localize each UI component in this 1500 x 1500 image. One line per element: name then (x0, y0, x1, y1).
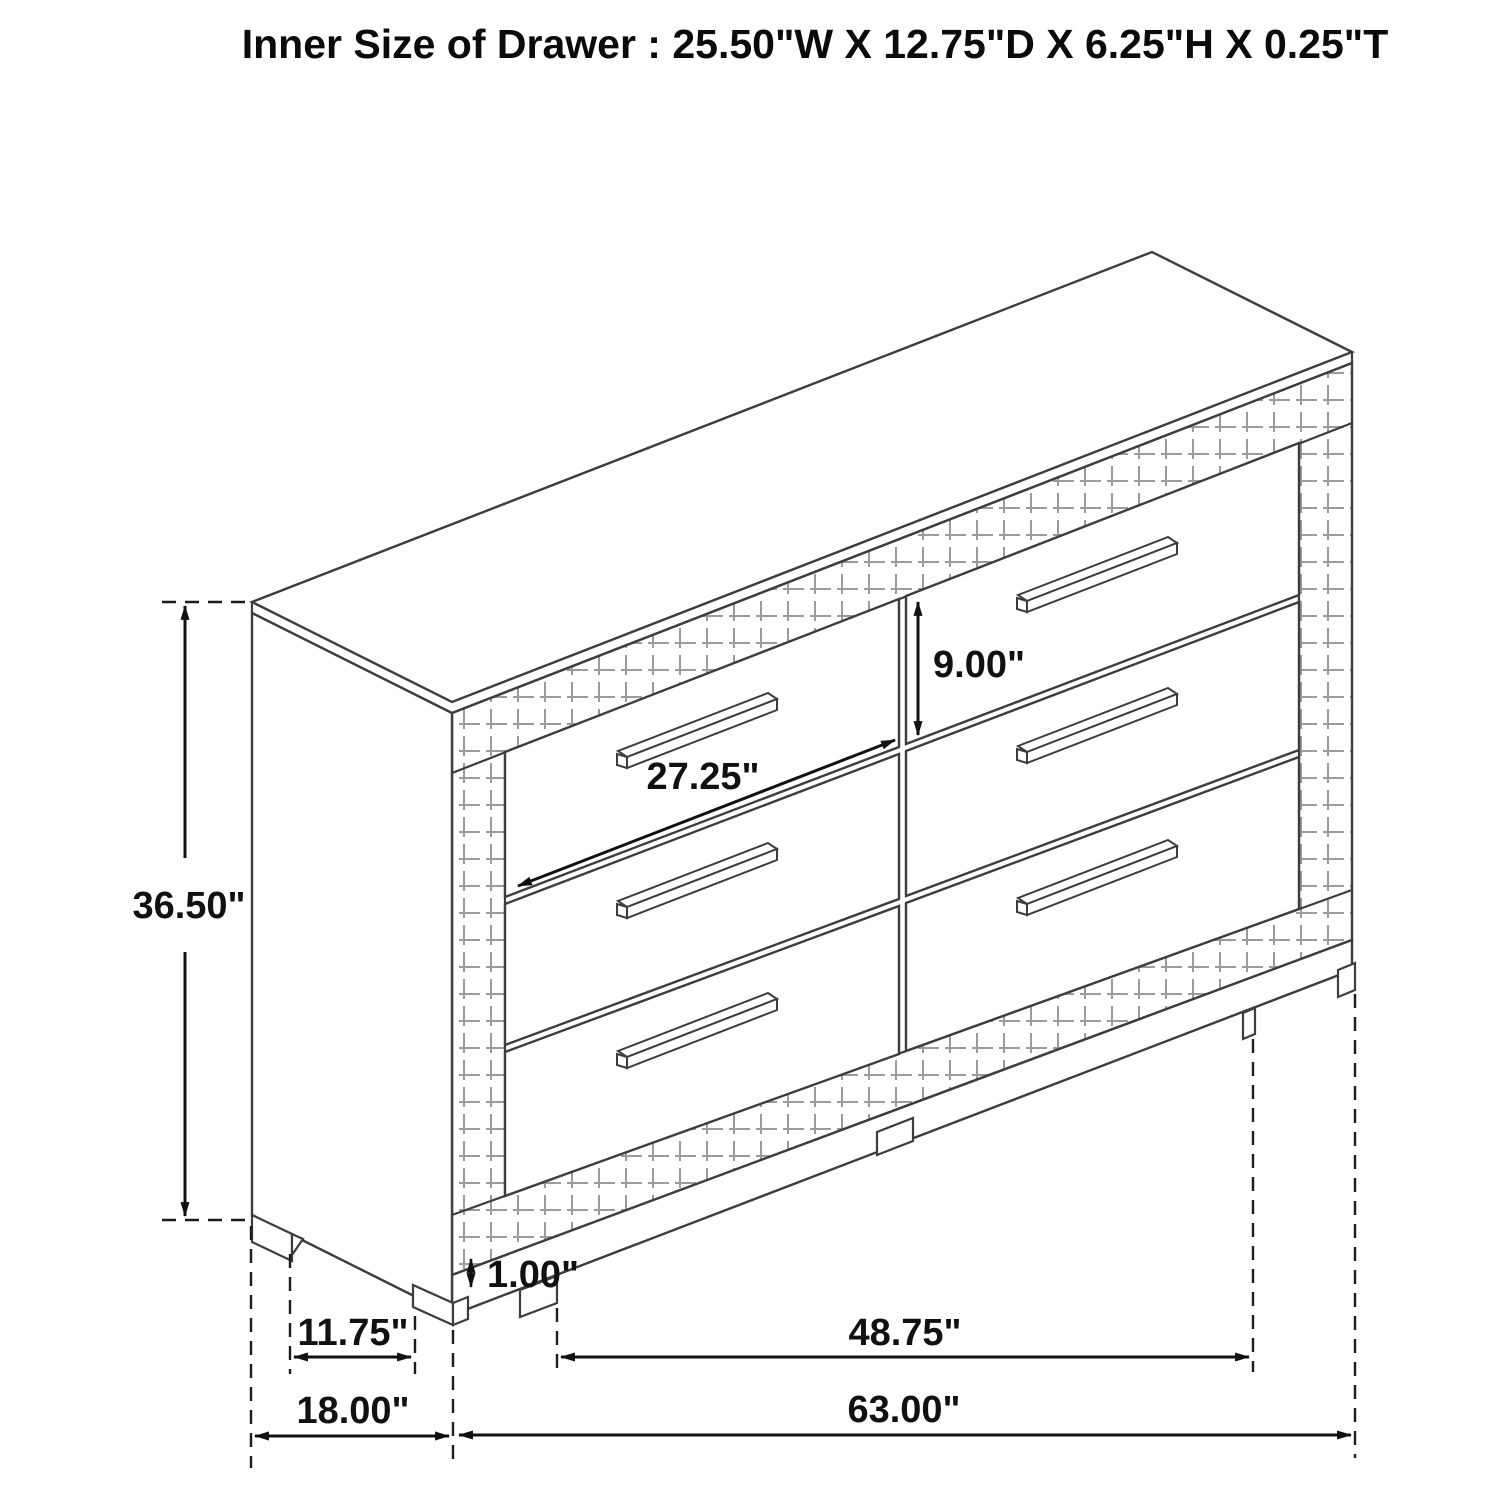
dim-drawer-width-label: 27.25" (646, 756, 760, 798)
dim-base-height-label: 1.00" (487, 1254, 579, 1296)
leg-front-inner-right (1243, 1008, 1255, 1039)
figure-title: Inner Size of Drawer : 25.50"W X 12.75"D X 6.25"H X 0.25"T (241, 21, 1389, 67)
dim-drawer-height-label: 9.00" (933, 644, 1025, 686)
dim-depth-label: 18.00" (296, 1390, 410, 1432)
leg-front-corner-right (1338, 963, 1355, 997)
dim-leg-spacing-label: 11.75" (297, 1312, 409, 1354)
dim-leg-span-label: 48.75" (848, 1312, 962, 1354)
dresser-side-panel (252, 613, 452, 1315)
leg-front-corner-left-face (453, 1297, 468, 1325)
dim-height-label: 36.50" (132, 885, 246, 927)
leg-back-left-side (292, 1234, 303, 1255)
dim-width-label: 63.00" (847, 1389, 961, 1431)
dresser-figure (252, 252, 1355, 1325)
